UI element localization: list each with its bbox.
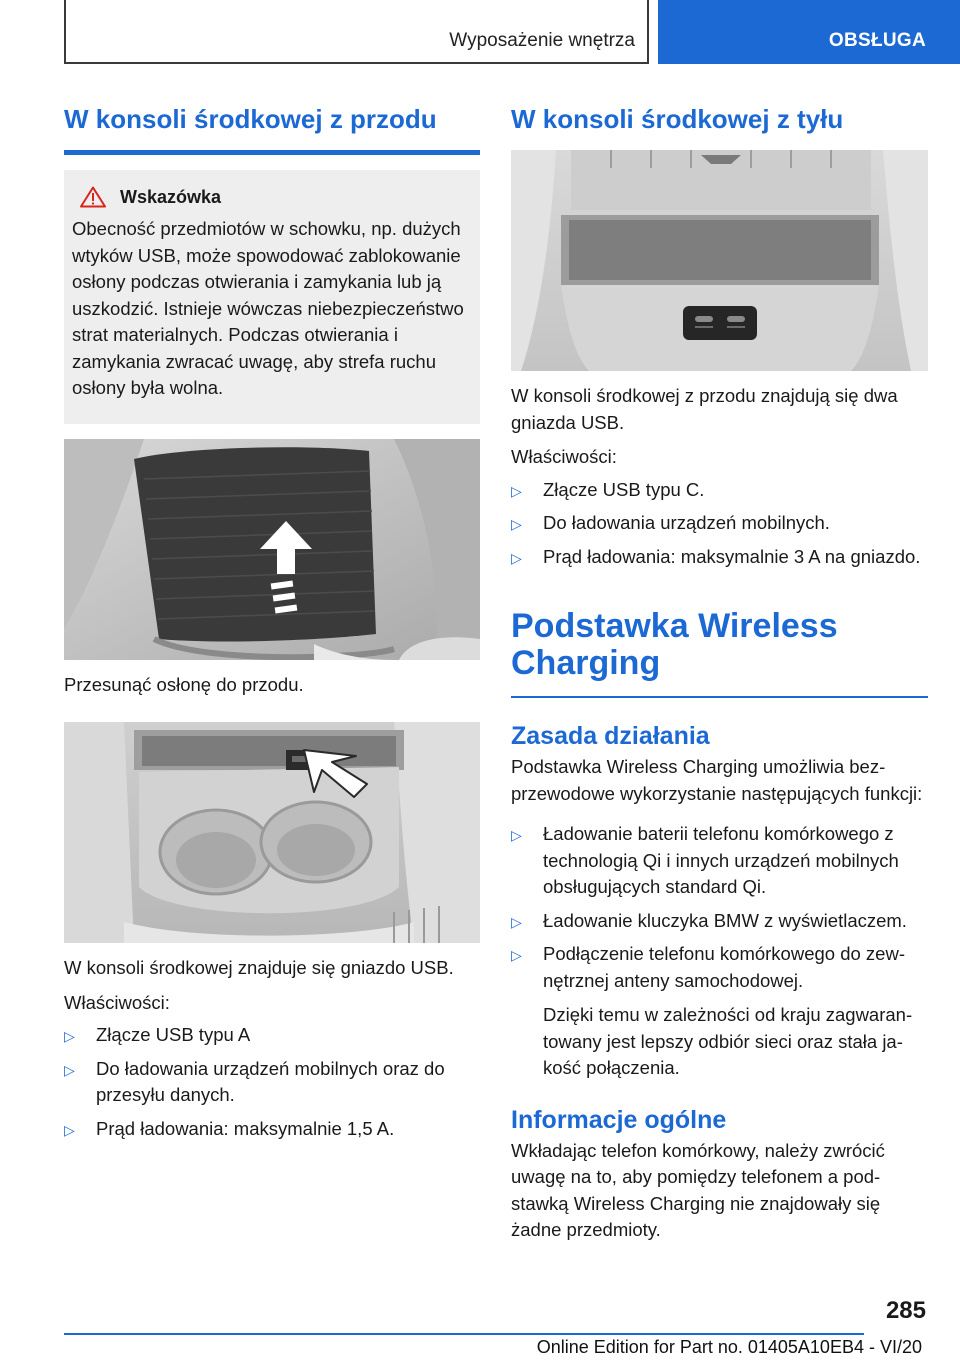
warning-triangle-icon: [80, 186, 106, 208]
right-properties-list: [511, 477, 928, 571]
right-column: [511, 100, 928, 1244]
right-section-title: W konsoli środkowej z tyłu: [511, 104, 844, 134]
triangle-bullet-icon: ▷: [511, 827, 522, 843]
principle-text: Podstawka Wireless Charging umożliwia bezprzewodowe wykorzystanie następujących funkcji:: [511, 756, 923, 804]
list-item: ▷ Do ładowania urządzeń mobilnych oraz do przesyłu danych.: [64, 1057, 445, 1105]
triangle-bullet-icon: ▷: [511, 913, 522, 930]
footer-divider: [64, 1333, 864, 1335]
triangle-bullet-icon: ▷: [64, 1121, 75, 1138]
footer-edition: Online Edition for Part no. 01405A10EB4 - VI/20: [536, 1337, 922, 1357]
list-item: ▷ Podłączenie telefonu komórkowego do zewnętrznej anteny samochodowej.: [511, 943, 905, 991]
principle-list: [511, 821, 928, 994]
note-text: Obecność przedmiotów w schowku, np. dużych wtyków USB, może spowodować zablokowanie osłony podczas otwierania i zamykania lub ją uszkodzić. Istnieje wówczas niebezpieczeństwo strat materialnych. Podczas otwierania i zamykania zwracać uwagę, aby strefa ruchu osłony była wolna.: [72, 218, 464, 398]
warning-note: [64, 170, 480, 424]
front-usb-illustration: [64, 722, 480, 943]
list-item: ▷ Prąd ładowania: maksymalnie 1,5 A.: [64, 1116, 480, 1143]
subtitle-principle: Zasada działania: [511, 722, 710, 750]
console-cover-illustration: [64, 439, 480, 660]
figure-front-usb: [64, 722, 480, 943]
note-header: [72, 184, 472, 210]
triangle-bullet-icon: ▷: [511, 947, 522, 963]
page-number: 285: [885, 1297, 926, 1324]
caption-front-usb: W konsoli środkowej znajduje się gniazdo USB.: [64, 957, 454, 978]
left-properties-label: Właściwości:: [64, 991, 170, 1013]
left-section-title: W konsoli środkowej z przodu: [64, 104, 437, 134]
caption-slide-cover: Przesunąć osłonę do przodu.: [64, 673, 304, 695]
header-section-tab: [658, 0, 960, 64]
list-item: ▷ Ładowanie baterii telefonu komórkowego z technologią Qi i innych urządzeń mobilnych obsługujących standard Qi.: [511, 823, 899, 897]
list-item: ▷ Prąd ładowania: maksymalnie 3 A na gniazdo.: [511, 544, 928, 571]
chapter-divider: [511, 696, 928, 698]
note-heading: Wskazówka: [120, 186, 222, 207]
header-section: OBSŁUGA: [828, 30, 926, 51]
chapter-title-wireless-charging: Podstawka Wireless Charging: [511, 607, 838, 682]
right-properties-label: Właściwości:: [511, 446, 617, 467]
triangle-bullet-icon: ▷: [511, 482, 522, 499]
left-properties-list: [64, 1022, 480, 1142]
triangle-bullet-icon: ▷: [511, 516, 522, 532]
list-item: ▷ Ładowanie kluczyka BMW z wyświetlaczem.: [511, 908, 928, 935]
subtitle-general-info: Informacje ogólne: [511, 1105, 727, 1134]
figure-console-cover: [64, 439, 480, 660]
figure-rear-usb: [511, 150, 928, 371]
section-divider: [64, 150, 480, 155]
header-chapter: Wyposażenie wnętrza: [449, 30, 635, 51]
principle-continuation: Dzięki temu w zależności od kraju zagwarantowany jest lepszy odbiór sieci oraz stała jakość połączenia.: [543, 1004, 913, 1078]
triangle-bullet-icon: ▷: [64, 1061, 75, 1078]
triangle-bullet-icon: ▷: [511, 549, 522, 566]
header-chapter-box: [64, 0, 649, 64]
list-item: ▷ Złącze USB typu C.: [511, 477, 928, 504]
list-item: ▷ Do ładowania urządzeń mobilnych.: [511, 510, 928, 537]
list-item: ▷ Złącze USB typu A: [64, 1022, 480, 1049]
left-column: [64, 100, 480, 1142]
triangle-bullet-icon: ▷: [64, 1028, 75, 1044]
rear-usb-illustration: [511, 150, 928, 371]
caption-rear-usb: W konsoli środkowej z przodu znajdują się dwa gniazda USB.: [511, 385, 898, 433]
general-info-text: Wkładając telefon komórkowy, należy zwrócić uwagę na to, aby pomiędzy telefonem a podstawką Wireless Charging nie znajdowały się żadne przedmioty.: [511, 1139, 885, 1240]
